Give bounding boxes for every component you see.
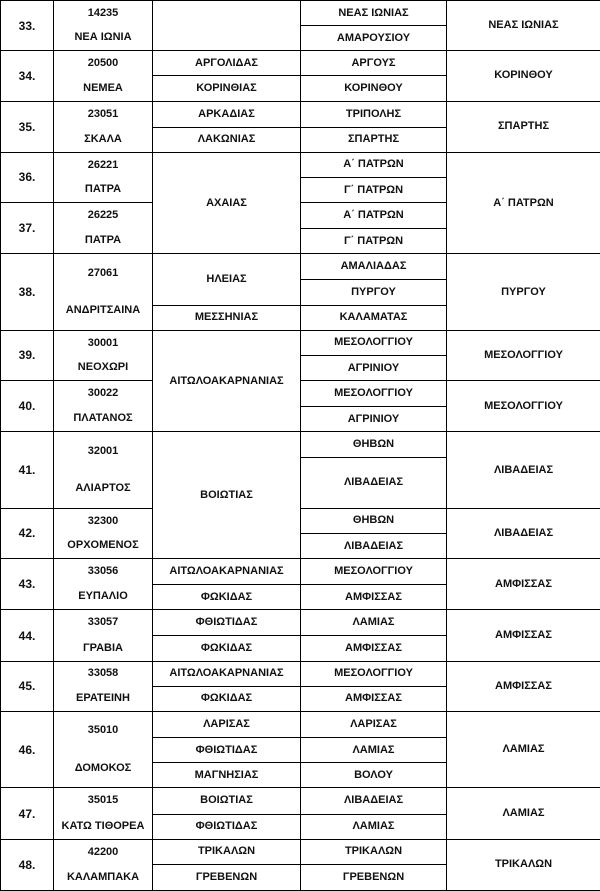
registry-cell: ΑΜΦΙΣΣΑΣ: [447, 661, 600, 711]
registry-cell: ΛΑΜΙΑΣ: [447, 788, 600, 839]
postal-code-cell: [54, 203, 153, 254]
registry-cell: ΜΕΣΟΛΟΓΓΙΟΥ: [447, 330, 600, 380]
town-name: ΟΡΧΟΜΕΝΟΣ: [67, 539, 139, 552]
court-cell: ΠΥΡΓΟΥ: [301, 279, 447, 305]
court-cell: ΑΓΡΙΝΙΟΥ: [301, 407, 447, 432]
postal-code-cell: [54, 1, 153, 51]
row-number: 45.: [1, 661, 54, 711]
town-name: ΑΝΔΡΙΤΣΑΙΝΑ: [65, 304, 141, 317]
registry-cell: ΜΕΣΟΛΟΓΓΙΟΥ: [447, 381, 600, 432]
prefecture-cell: ΦΘΙΩΤΙΔΑΣ: [153, 814, 301, 839]
court-cell: ΛΑΜΙΑΣ: [301, 610, 447, 635]
prefecture-cell: ΒΟΙΩΤΙΑΣ: [153, 788, 301, 814]
prefecture-cell: ΑΙΤΩΛΟΑΚΑΡΝΑΝΙΑΣ: [153, 661, 301, 686]
postal-code-cell: [54, 711, 153, 787]
registry-cell: ΛΙΒΑΔΕΙΑΣ: [447, 508, 600, 558]
row-number: 33.: [1, 1, 54, 51]
row-number: 47.: [1, 788, 54, 839]
registry-cell: ΝΕΑΣ ΙΩΝΙΑΣ: [447, 1, 600, 51]
row-number: 35.: [1, 101, 54, 152]
town-name: ΑΛΙΑΡΤΟΣ: [75, 482, 131, 495]
row-number: 36.: [1, 152, 54, 202]
row-number: 39.: [1, 330, 54, 380]
court-cell: ΝΕΑΣ ΙΩΝΙΑΣ: [301, 1, 447, 26]
postal-code: 33057: [87, 616, 119, 629]
town-name: ΚΑΤΩ ΤΙΘΟΡΕΑ: [61, 819, 145, 832]
registry-cell: ΤΡΙΚΑΛΩΝ: [447, 839, 600, 890]
postal-code-cell: [54, 508, 153, 558]
town-name: ΚΑΛΑΜΠΑΚΑ: [66, 870, 140, 883]
court-cell: ΜΕΣΟΛΟΓΓΙΟΥ: [301, 559, 447, 585]
postal-code: 32300: [87, 514, 119, 527]
postal-code: 35010: [87, 724, 119, 737]
prefecture-cell: ΚΟΡΙΝΘΙΑΣ: [153, 76, 301, 101]
row-number: 42.: [1, 508, 54, 558]
court-cell: ΣΠΑΡΤΗΣ: [301, 127, 447, 152]
registry-cell: ΛΙΒΑΔΕΙΑΣ: [447, 432, 600, 508]
postal-code: 26225: [87, 209, 119, 222]
row-number: 48.: [1, 839, 54, 890]
postal-code-cell: [54, 788, 153, 839]
prefecture-cell: ΑΧΑΙΑΣ: [153, 152, 301, 254]
postal-code-cell: [54, 330, 153, 380]
prefecture-cell: [153, 1, 301, 51]
court-cell: ΛΑΡΙΣΑΣ: [301, 711, 447, 737]
postal-code: 33056: [87, 565, 119, 578]
court-cell: ΑΡΓΟΥΣ: [301, 51, 447, 76]
court-cell: ΑΜΑΛΙΑΔΑΣ: [301, 254, 447, 279]
row-number: 41.: [1, 432, 54, 508]
prefecture-cell: ΛΑΚΩΝΙΑΣ: [153, 127, 301, 152]
registry-cell: ΚΟΡΙΝΘΟΥ: [447, 51, 600, 101]
postal-code-cell: [54, 432, 153, 508]
court-cell: Α΄ ΠΑΤΡΩΝ: [301, 203, 447, 229]
postal-code-cell: [54, 381, 153, 432]
postal-code: 32001: [87, 444, 119, 457]
court-cell: ΘΗΒΩΝ: [301, 432, 447, 457]
row-number: 44.: [1, 610, 54, 661]
prefecture-cell: ΤΡΙΚΑΛΩΝ: [153, 839, 301, 864]
town-name: ΠΛΑΤΑΝΟΣ: [73, 412, 133, 425]
postal-code: 33058: [87, 667, 119, 680]
town-name: ΕΥΠΑΛΙΟ: [78, 590, 128, 603]
prefecture-cell: ΦΩΚΙΔΑΣ: [153, 635, 301, 661]
court-cell: ΛΑΜΙΑΣ: [301, 814, 447, 839]
court-cell: ΑΜΑΡΟΥΣΙΟΥ: [301, 26, 447, 51]
postal-code-cell: [54, 51, 153, 101]
postal-code: 23051: [87, 107, 119, 120]
prefecture-cell: ΑΙΤΩΛΟΑΚΑΡΝΑΝΙΑΣ: [153, 330, 301, 432]
court-cell: ΛΙΒΑΔΕΙΑΣ: [301, 457, 447, 508]
town-name: ΣΚΑΛΑ: [84, 132, 122, 145]
row-number: 46.: [1, 711, 54, 787]
postal-code: 30001: [87, 336, 119, 349]
court-cell: ΑΓΡΙΝΙΟΥ: [301, 355, 447, 380]
postal-code-cell: [54, 661, 153, 711]
court-cell: ΜΕΣΟΛΟΓΓΙΟΥ: [301, 381, 447, 407]
court-cell: ΚΟΡΙΝΘΟΥ: [301, 76, 447, 101]
postal-code: 35015: [87, 794, 119, 807]
row-number: 38.: [1, 254, 54, 330]
town-name: ΕΡΑΤΕΙΝΗ: [76, 692, 130, 705]
registry-cell: ΛΑΜΙΑΣ: [447, 711, 600, 787]
court-cell: ΑΜΦΙΣΣΑΣ: [301, 635, 447, 661]
row-number: 43.: [1, 559, 54, 610]
prefecture-cell: ΒΟΙΩΤΙΑΣ: [153, 432, 301, 559]
postal-code: 20500: [87, 57, 119, 70]
court-cell: ΛΙΒΑΔΕΙΑΣ: [301, 533, 447, 558]
registry-cell: ΠΥΡΓΟΥ: [447, 254, 600, 330]
court-cell: ΤΡΙΚΑΛΩΝ: [301, 839, 447, 864]
registry-cell: ΑΜΦΙΣΣΑΣ: [447, 559, 600, 610]
registry-cell: ΣΠΑΡΤΗΣ: [447, 101, 600, 152]
postal-code: 30022: [87, 387, 119, 400]
town-name: ΔΟΜΟΚΟΣ: [74, 761, 132, 774]
postal-code-cell: [54, 610, 153, 661]
prefecture-cell: ΓΡΕΒΕΝΩΝ: [153, 864, 301, 890]
prefecture-cell: ΑΡΚΑΔΙΑΣ: [153, 101, 301, 127]
postal-code-cell: [54, 101, 153, 152]
postal-code: 42200: [87, 845, 119, 858]
court-cell: ΑΜΦΙΣΣΑΣ: [301, 686, 447, 711]
court-cell: ΛΑΜΙΑΣ: [301, 738, 447, 763]
town-name: ΠΑΤΡΑ: [84, 234, 122, 247]
town-name: ΝΕΜΕΑ: [83, 81, 123, 94]
town-name: ΓΡΑΒΙΑ: [82, 641, 124, 654]
town-name: ΠΑΤΡΑ: [84, 183, 122, 196]
postal-code: 26221: [87, 158, 119, 171]
court-cell: Α΄ ΠΑΤΡΩΝ: [301, 152, 447, 177]
prefecture-cell: ΜΑΓΝΗΣΙΑΣ: [153, 763, 301, 788]
postal-code: 14235: [87, 6, 119, 19]
town-name: ΝΕΟΧΩΡΙ: [77, 361, 129, 374]
postal-code: 27061: [87, 266, 119, 279]
registry-cell: Α΄ ΠΑΤΡΩΝ: [447, 152, 600, 254]
row-number: 34.: [1, 51, 54, 101]
prefecture-cell: ΦΩΚΙΔΑΣ: [153, 585, 301, 610]
court-cell: ΜΕΣΟΛΟΓΓΙΟΥ: [301, 330, 447, 355]
court-cell: ΤΡΙΠΟΛΗΣ: [301, 101, 447, 127]
postal-code-cell: [54, 559, 153, 610]
court-cell: ΜΕΣΟΛΟΓΓΙΟΥ: [301, 661, 447, 686]
postal-code-cell: [54, 839, 153, 890]
prefecture-cell: ΛΑΡΙΣΑΣ: [153, 711, 301, 737]
town-name: ΝΕΑ ΙΩΝΙΑ: [74, 31, 132, 44]
prefecture-cell: ΦΘΙΩΤΙΔΑΣ: [153, 610, 301, 635]
row-number: 37.: [1, 203, 54, 254]
court-cell: Γ΄ ΠΑΤΡΩΝ: [301, 229, 447, 254]
court-cell: ΑΜΦΙΣΣΑΣ: [301, 585, 447, 610]
court-cell: ΓΡΕΒΕΝΩΝ: [301, 864, 447, 890]
prefecture-cell: ΦΩΚΙΔΑΣ: [153, 686, 301, 711]
postal-code-cell: [54, 152, 153, 202]
registry-cell: ΑΜΦΙΣΣΑΣ: [447, 610, 600, 661]
court-cell: ΒΟΛΟΥ: [301, 763, 447, 788]
prefecture-cell: ΑΙΤΩΛΟΑΚΑΡΝΑΝΙΑΣ: [153, 559, 301, 585]
postal-code-cell: [54, 254, 153, 330]
prefecture-cell: ΑΡΓΟΛΙΔΑΣ: [153, 51, 301, 76]
court-cell: ΛΙΒΑΔΕΙΑΣ: [301, 788, 447, 814]
prefecture-cell: ΦΘΙΩΤΙΔΑΣ: [153, 738, 301, 763]
prefecture-cell: ΜΕΣΣΗΝΙΑΣ: [153, 305, 301, 330]
court-cell: Γ΄ ΠΑΤΡΩΝ: [301, 177, 447, 202]
row-number: 40.: [1, 381, 54, 432]
court-cell: ΘΗΒΩΝ: [301, 508, 447, 533]
court-cell: ΚΑΛΑΜΑΤΑΣ: [301, 305, 447, 330]
prefecture-cell: ΗΛΕΙΑΣ: [153, 254, 301, 305]
